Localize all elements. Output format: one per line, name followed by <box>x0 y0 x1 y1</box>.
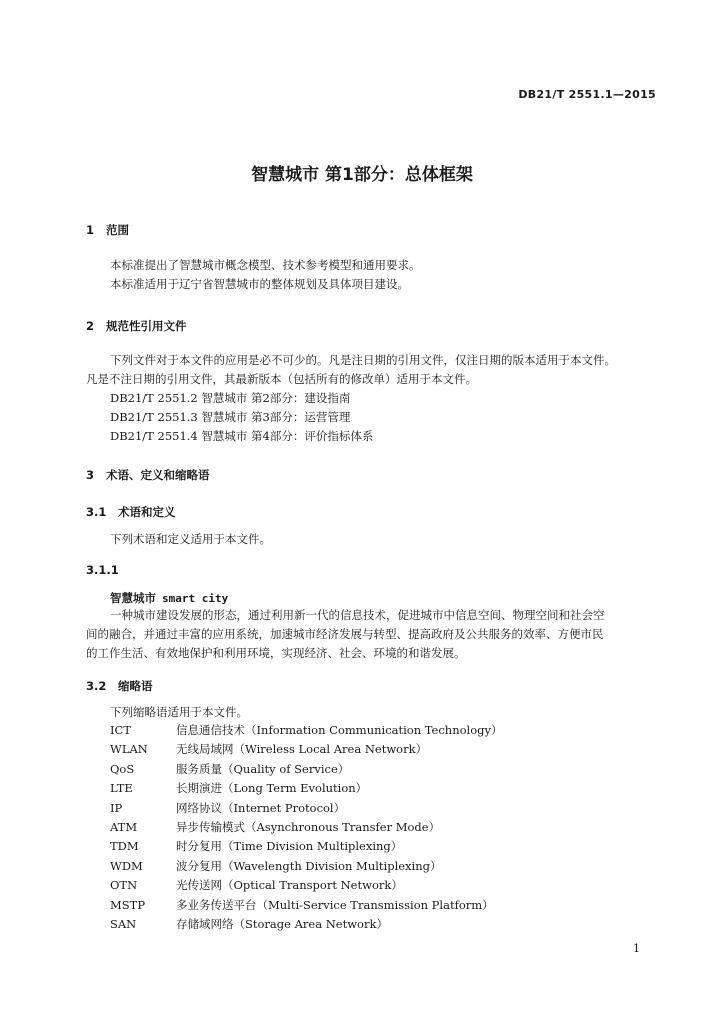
abbreviation-row <box>110 800 345 816</box>
abbreviation-row <box>110 761 349 777</box>
abbreviation-code: QoS <box>110 761 135 776</box>
document-title: 智慧城市 第1部分：总体框架 <box>251 165 473 185</box>
abbreviation-row <box>110 741 427 757</box>
definition-line: 一种城市建设发展的形态，通过利用新一代的信息技术，促进城市中信息空间、物理空间和社会空 <box>110 608 605 622</box>
section-title: 缩略语 <box>118 679 153 693</box>
abbreviation-row <box>110 897 494 913</box>
abbreviation-definition: 异步传输模式（Asynchronous Transfer Mode） <box>176 820 441 834</box>
page-number: 1 <box>633 942 640 955</box>
section-title: 术语、定义和缩略语 <box>106 468 210 482</box>
section-3-heading <box>86 467 210 483</box>
abbreviation-definition: 长期演进（Long Term Evolution） <box>176 781 368 796</box>
abbreviation-definition: 光传送网（Optical Transport Network） <box>176 878 403 893</box>
term-english: smart city <box>162 592 229 605</box>
abbreviation-code: IP <box>110 800 123 815</box>
paragraph: 下列文件对于本文件的应用是必不可少的。凡是注日期的引用文件，仅注日期的版本适用于本文件。 <box>110 353 616 367</box>
paragraph: 本标准提出了智慧城市概念模型、技术参考模型和通用要求。 <box>110 258 421 272</box>
section-number: 2 <box>86 319 95 333</box>
term-entry <box>110 590 228 606</box>
abbreviation-definition: 时分复用（Time Division Multiplexing） <box>176 839 403 854</box>
section-number: 1 <box>86 223 95 237</box>
section-3-2-heading <box>86 678 153 694</box>
paragraph: 下列缩略语适用于本文件。 <box>110 705 248 719</box>
abbreviation-row <box>110 838 402 854</box>
section-1-heading <box>86 222 129 238</box>
definition-line: 间的融合，并通过丰富的应用系统，加速城市经济发展与转型、提高政府及公共服务的效率、方便市民 <box>86 627 604 641</box>
abbreviation-definition: 波分复用（Wavelength Division Multiplexing） <box>176 858 442 873</box>
abbreviation-row <box>110 877 403 893</box>
paragraph: 凡是不注日期的引用文件，其最新版本（包括所有的修改单）适用于本文件。 <box>86 372 477 386</box>
section-2-heading <box>86 318 187 334</box>
abbreviation-definition: 网络协议（Internet Protocol） <box>176 800 346 815</box>
abbreviation-definition: 信息通信技术（Information Communication Technology） <box>176 723 503 737</box>
definition-line: 的工作生活、有效地保护和利用环境，实现经济、社会、环境的和谐发展。 <box>86 646 466 660</box>
abbreviation-code: ATM <box>110 820 138 834</box>
paragraph: 本标准适用于辽宁省智慧城市的整体规划及具体项目建设。 <box>110 277 409 291</box>
abbreviation-row <box>110 722 503 738</box>
section-title: 术语和定义 <box>118 505 176 519</box>
abbreviation-definition: 多业务传送平台（Multi-Service Transmission Platform） <box>176 897 494 912</box>
reference-item: DB21/T 2551.2 智慧城市 第2部分：建设指南 <box>110 391 351 405</box>
section-number: 3.2 <box>86 679 107 693</box>
abbreviation-definition: 无线局域网（Wireless Local Area Network） <box>176 742 428 757</box>
section-3-1-1-heading <box>86 563 119 577</box>
section-3-1-heading <box>86 504 176 520</box>
section-number: 3.1 <box>86 505 107 519</box>
section-number: 3 <box>86 468 95 482</box>
abbreviation-row <box>110 858 442 874</box>
term-chinese: 智慧城市 <box>110 591 156 605</box>
section-title: 规范性引用文件 <box>106 319 187 333</box>
paragraph: 下列术语和定义适用于本文件。 <box>110 532 271 546</box>
abbreviation-code: MSTP <box>110 897 146 912</box>
standard-code: DB21/T 2551.1—2015 <box>518 88 656 101</box>
abbreviation-row <box>110 819 440 835</box>
abbreviation-code: ICT <box>110 723 132 737</box>
abbreviation-code: SAN <box>110 917 137 931</box>
reference-item: DB21/T 2551.4 智慧城市 第4部分：评价指标体系 <box>110 429 374 443</box>
abbreviation-code: WDM <box>110 858 143 873</box>
abbreviation-row <box>110 780 367 796</box>
reference-item: DB21/T 2551.3 智慧城市 第3部分：运营管理 <box>110 410 351 424</box>
section-title: 范围 <box>106 223 129 237</box>
section-number: 3.1.1 <box>86 563 119 577</box>
abbreviation-definition: 存储域网络（Storage Area Network） <box>176 917 388 931</box>
abbreviation-row <box>110 916 388 932</box>
abbreviation-code: TDM <box>110 839 139 854</box>
abbreviation-code: LTE <box>110 781 133 796</box>
abbreviation-code: WLAN <box>110 742 148 757</box>
abbreviation-definition: 服务质量（Quality of Service） <box>176 761 350 776</box>
abbreviation-code: OTN <box>110 878 138 893</box>
